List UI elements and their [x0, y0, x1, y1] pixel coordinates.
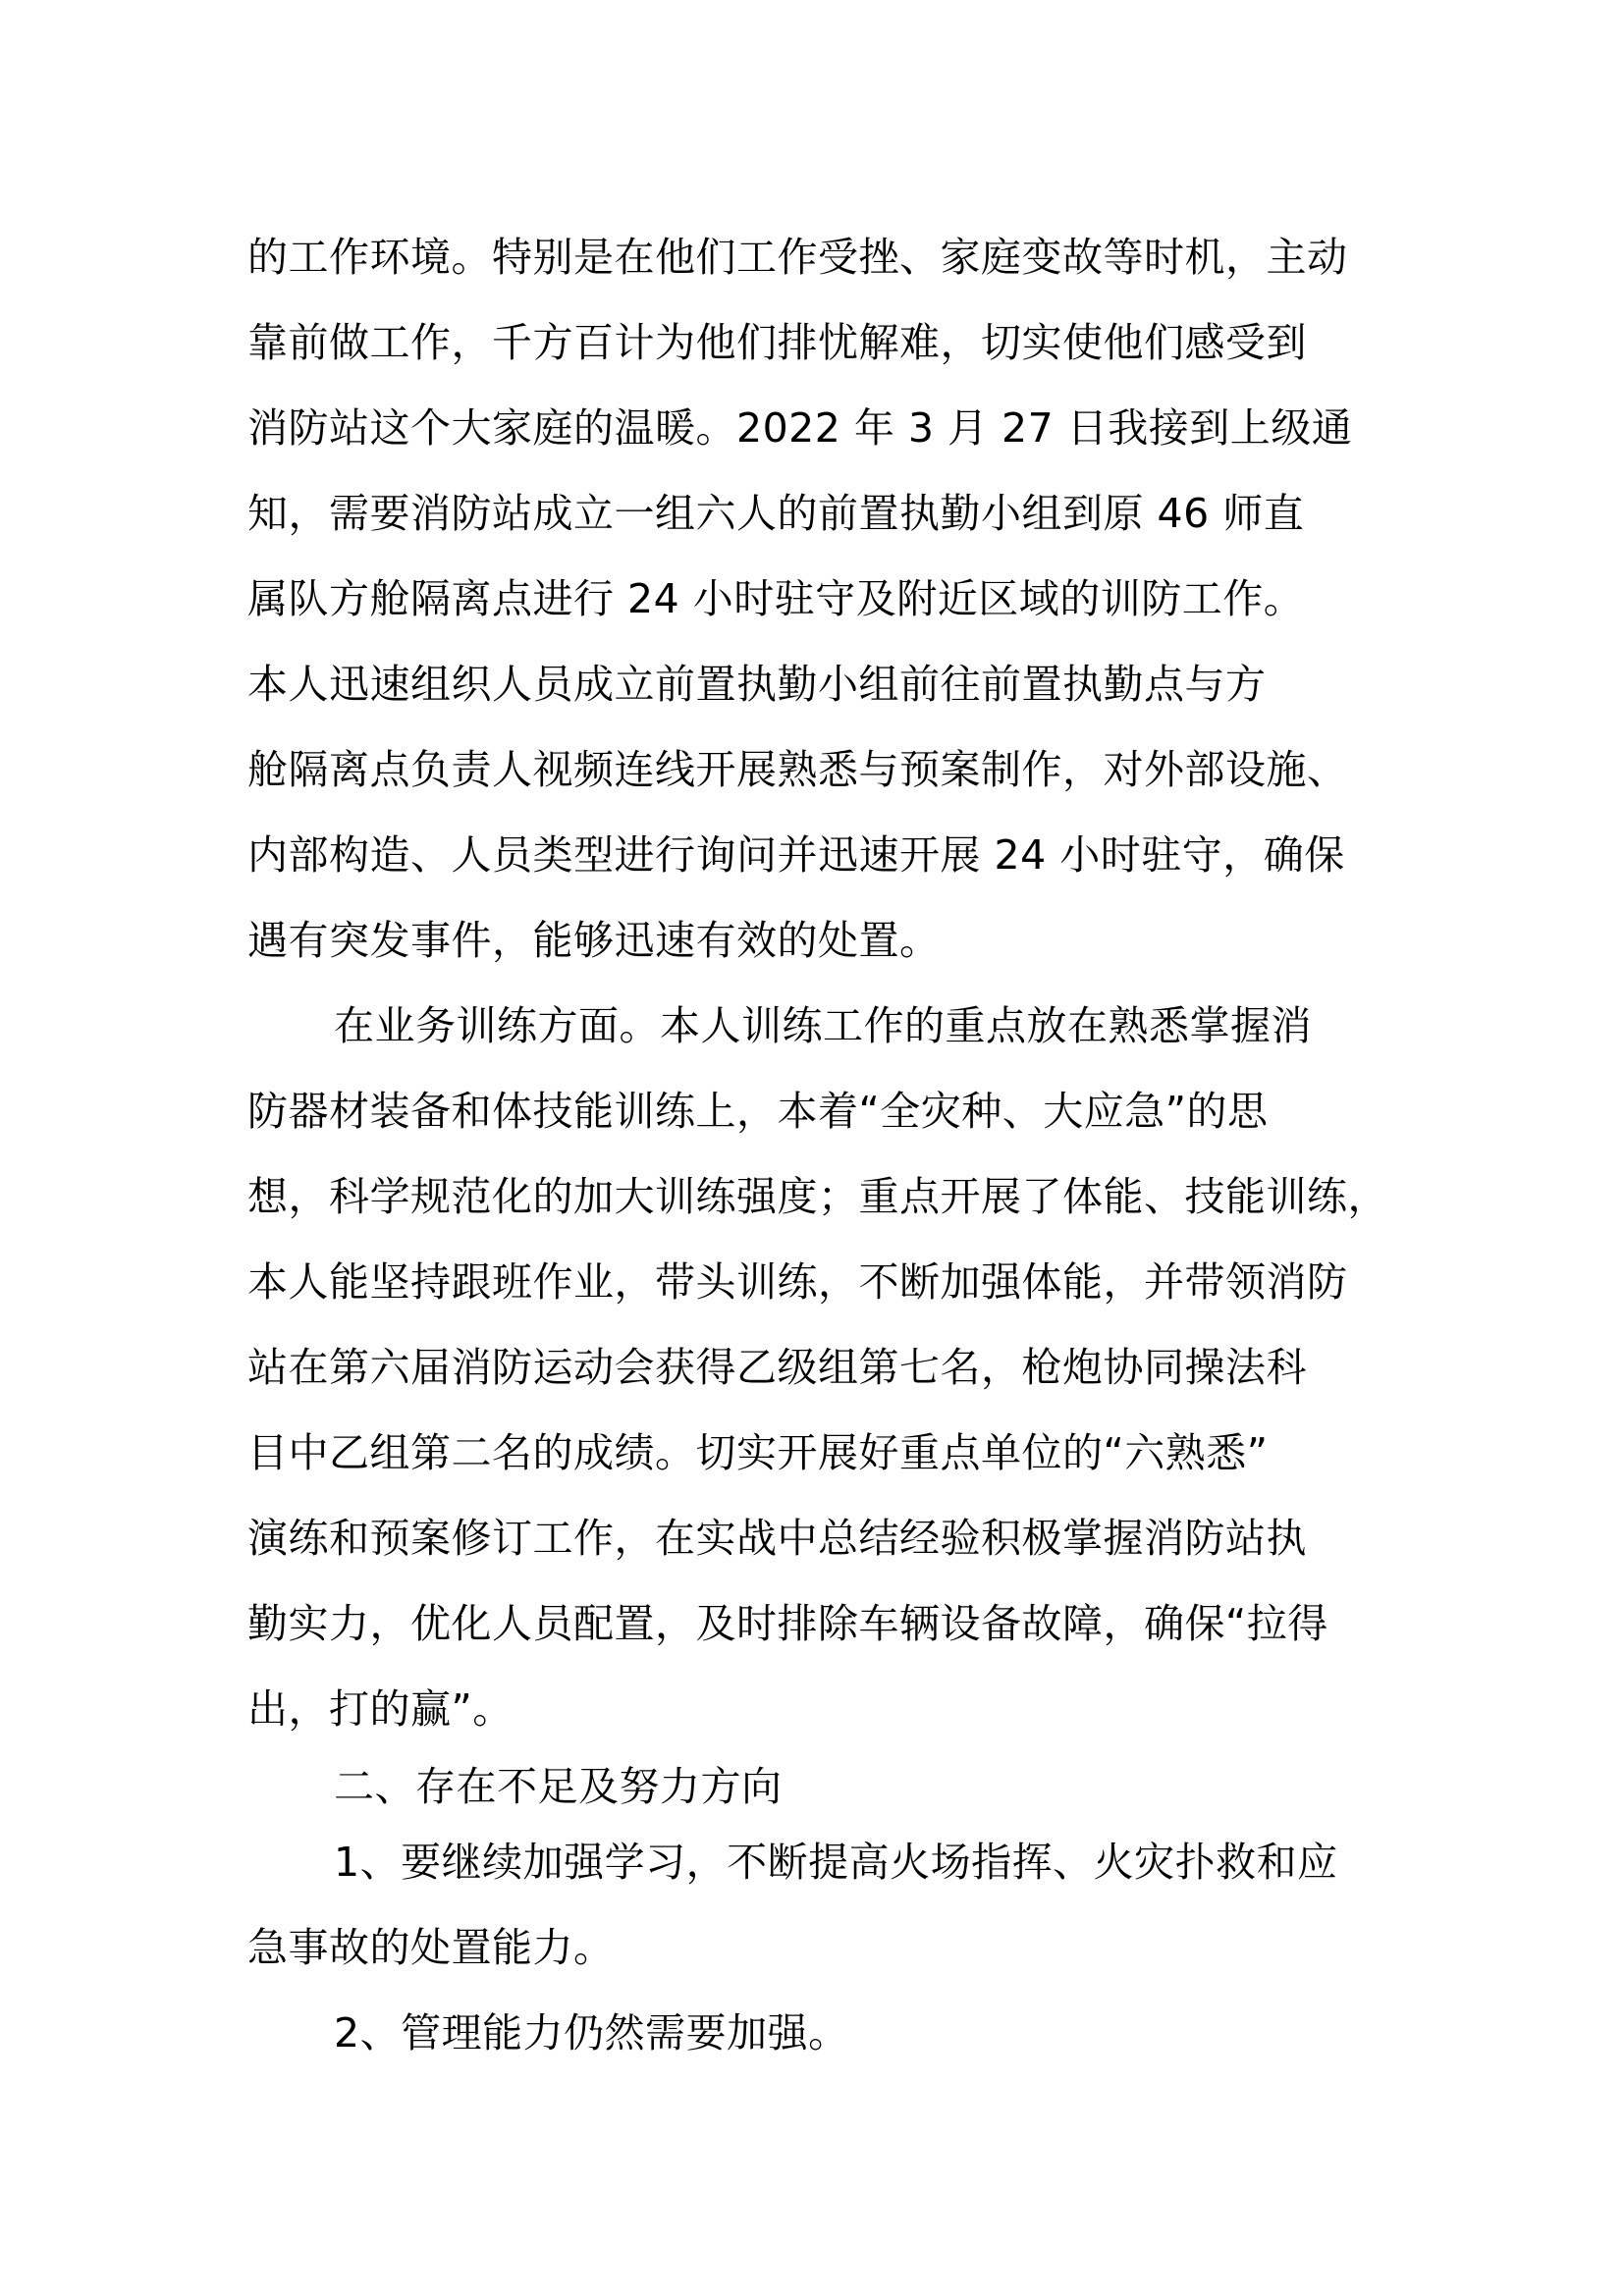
text-line: 目中乙组第二名的成绩。切实开展好重点单位的“六熟悉” — [247, 1429, 1269, 1476]
text-line: 勤实力，优化人员配置，及时排除车辆设备故障，确保“拉得 — [247, 1600, 1328, 1647]
list-item-first-line: 2、管理能力仍然需要加强。 — [334, 2009, 849, 2056]
text-line: 靠前做工作，千方百计为他们排忧解难，切实使他们感受到 — [247, 319, 1307, 366]
text-line: 演练和预案修订工作，在实战中总结经验积极掌握消防站执 — [247, 1515, 1307, 1562]
text-line: 遇有突发事件，能够迅速有效的处置。 — [247, 917, 941, 964]
text-line: 舱隔离点负责人视频连线开展熟悉与预案制作，对外部设施、 — [247, 746, 1348, 793]
text-line: 站在第六届消防运动会获得乙级组第七名，枪炮协同操法科 — [247, 1344, 1307, 1391]
section-heading: 二、存在不足及努力方向 — [334, 1763, 783, 1810]
text-line: 知，需要消防站成立一组六人的前置执勤小组到原 46 师直 — [247, 490, 1305, 537]
paragraph-first-line: 在业务训练方面。本人训练工作的重点放在熟悉掌握消 — [334, 1002, 1312, 1049]
text-line: 属队方舱隔离点进行 24 小时驻守及附近区域的训防工作。 — [247, 575, 1305, 622]
text-line: 内部构造、人员类型进行询问并迅速开展 24 小时驻守，确保 — [247, 831, 1345, 879]
text-line: 想，科学规范化的加大训练强度；重点开展了体能、技能训练， — [247, 1173, 1388, 1220]
text-line: 消防站这个大家庭的温暖。2022 年 3 月 27 日我接到上级通 — [247, 404, 1353, 452]
text-line: 急事故的处置能力。 — [247, 1924, 615, 1971]
text-line: 本人迅速组织人员成立前置执勤小组前往前置执勤点与方 — [247, 661, 1267, 708]
text-line: 出，打的赢”。 — [247, 1685, 514, 1733]
text-line: 防器材装备和体技能训练上，本着“全灾种、大应急”的思 — [247, 1088, 1269, 1135]
text-line: 的工作环境。特别是在他们工作受挫、家庭变故等时机，主动 — [247, 234, 1348, 281]
text-line: 本人能坚持跟班作业，带头训练，不断加强体能，并带领消防 — [247, 1258, 1348, 1306]
list-item-first-line: 1、要继续加强学习，不断提高火场指挥、火灾扑救和应 — [334, 1839, 1338, 1886]
